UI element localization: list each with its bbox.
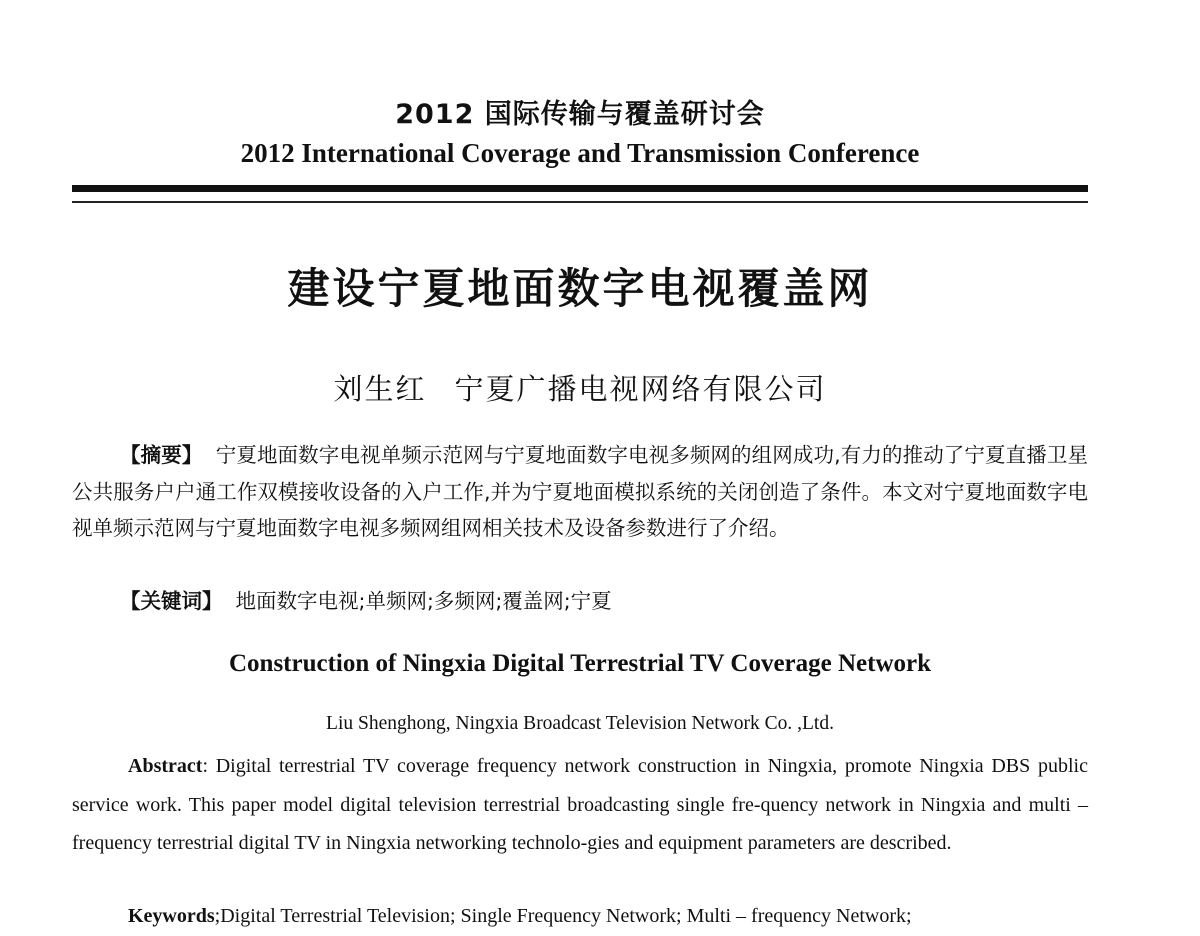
affiliation-cn: 宁夏广播电视网络有限公司 xyxy=(454,372,827,406)
keywords-label-en: Keywords xyxy=(128,905,215,927)
keywords-cn xyxy=(72,583,1088,620)
author-line-cn xyxy=(0,367,1160,408)
paper-title-cn: 建设宁夏地面数字电视覆盖网 xyxy=(287,264,873,313)
keywords-en xyxy=(72,897,1088,936)
abstract-label-cn: 【摘要】 xyxy=(120,443,203,467)
abstract-text-cn: 宁夏地面数字电视单频示范网与宁夏地面数字电视多频网的组网成功,有力的推动了宁夏直播卫星公共服务户户通工作双模接收设备的入户工作,并为宁夏地面模拟系统的关闭创造了条件。本文对宁夏地面数字电视单频示范网与宁夏地面数字电视多频网组网相关技术及设备参数进行了介绍。 xyxy=(72,443,1088,540)
paper-title-en: Construction of Ningxia Digital Terrestrial TV Coverage Network xyxy=(228,650,932,677)
keywords-text-cn: 地面数字电视;单频网;多频网;覆盖网;宁夏 xyxy=(235,589,612,613)
author-name-cn: 刘生红 xyxy=(333,372,427,406)
header-rule-thin xyxy=(72,201,1088,203)
abstract-cn xyxy=(72,437,1088,547)
conference-title-cn: 2012 国际传输与覆盖研讨会 xyxy=(395,99,765,130)
abstract-text-en: Digital terrestrial TV coverage frequency network construction in Ningxia, promote Ningxia DBS public service work. This paper model digital television terrestrial broadcasting single fre-quency network in Ningxia and multi – frequency terrestrial digital TV in Ningxia networking technolo-gies and equipment parameters are described. xyxy=(72,755,1088,854)
abstract-label-en: Abstract xyxy=(128,755,203,777)
abstract-separator-en: : xyxy=(202,755,216,777)
keywords-label-cn: 【关键词】 xyxy=(120,589,223,613)
conference-title-en: 2012 International Coverage and Transmission Conference xyxy=(240,138,920,168)
keywords-text-en: Digital Terrestrial Television; Single Frequency Network; Multi – frequency Network; xyxy=(220,905,912,927)
keywords-separator-en: ; xyxy=(214,905,221,927)
abstract-en xyxy=(72,747,1088,863)
author-line-en: Liu Shenghong, Ningxia Broadcast Television Network Co. ,Ltd. xyxy=(326,713,834,734)
header-rule-thick xyxy=(72,185,1088,192)
